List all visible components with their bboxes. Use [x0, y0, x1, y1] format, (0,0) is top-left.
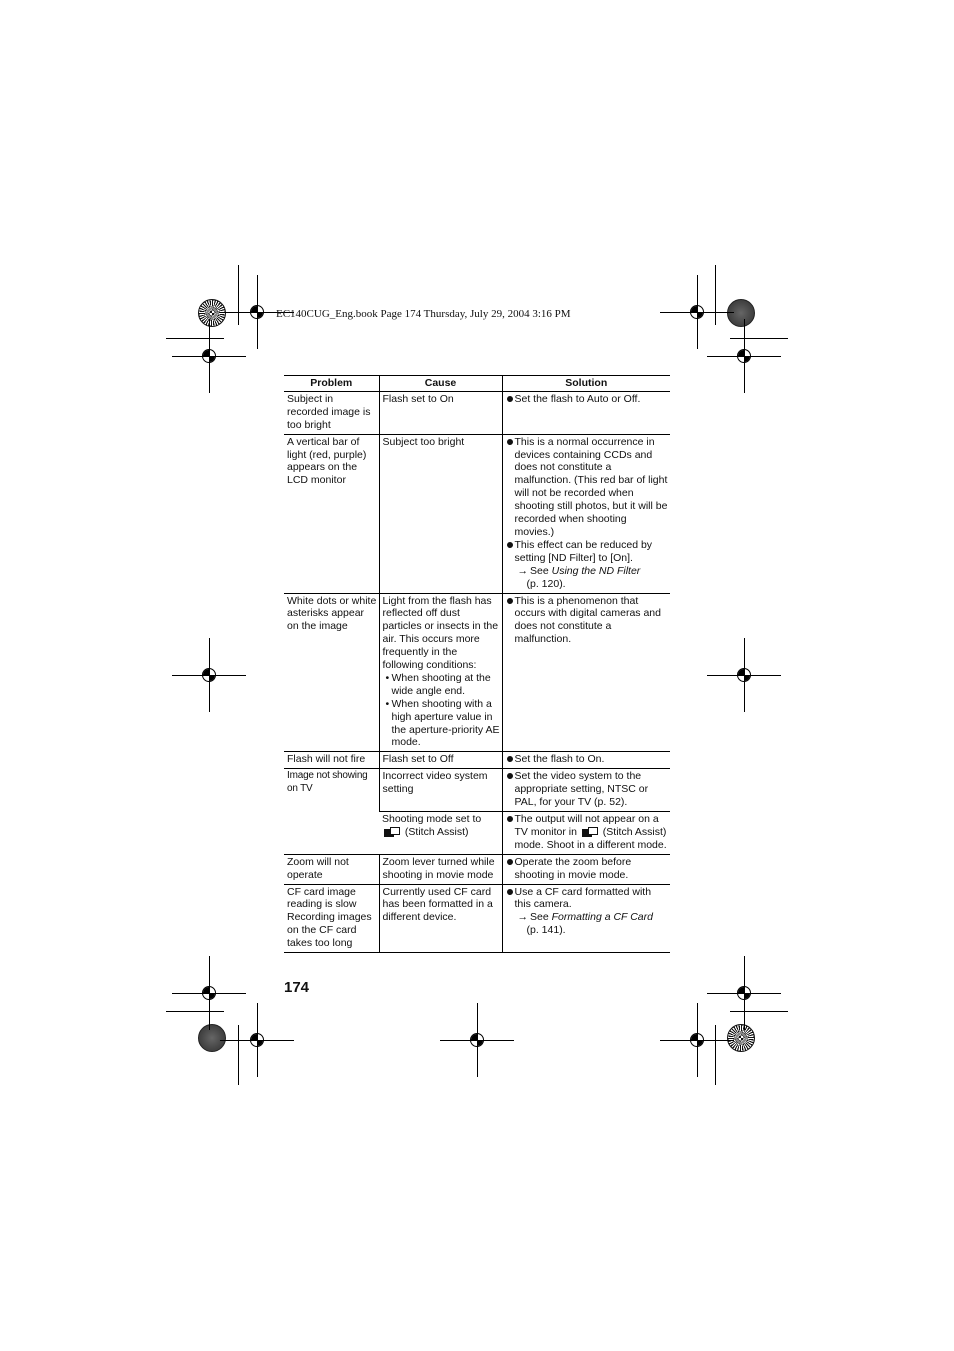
solution-item: This is a normal occurrence in devices containing CCDs and does not constitute a malfunction. (This red bar of light will not be recorded when shooting still photos, but it will be recorded when shooting movies.)	[506, 436, 669, 539]
solution-item	[506, 813, 669, 852]
see-reference-title: Formatting a CF Card	[551, 911, 653, 924]
problem-cell: Subject in recorded image is too bright	[284, 391, 379, 434]
table-row	[284, 884, 670, 953]
table-row	[284, 854, 670, 884]
problem-cell: White dots or white asterisks appear on the image	[284, 593, 379, 752]
cause-text-suffix: (Stitch Assist)	[404, 825, 469, 838]
crop-line	[715, 265, 716, 325]
bullet-mark: •	[385, 697, 390, 710]
cause-cell: Flash set to On	[379, 391, 502, 434]
solution-item: Set the video system to the appropriate setting, NTSC or PAL, for your TV (p. 52).	[506, 770, 669, 809]
crop-line	[238, 265, 239, 325]
page-number: 174	[284, 979, 310, 996]
arrow-right-icon: →	[517, 911, 528, 924]
solution-cell	[502, 769, 670, 812]
page-header: EC140CUG_Eng.book Page 174 Thursday, July 29, 2004 3:16 PM	[276, 308, 571, 320]
column-header-problem: Problem	[284, 376, 379, 392]
problem-cell: Flash will not fire	[284, 752, 379, 769]
registration-mark-icon	[688, 303, 706, 321]
cause-cell	[379, 812, 502, 855]
bullet-mark: •	[385, 671, 390, 684]
registration-dial-icon	[198, 1024, 226, 1052]
problem-cell: CF card image reading is slow Recording images on the CF card takes too long	[284, 884, 379, 953]
see-reference	[506, 911, 669, 924]
troubleshooting-table	[284, 375, 670, 953]
table-row	[284, 391, 670, 434]
see-reference-page: (p. 120).	[526, 577, 566, 590]
cause-bullet-text: When shooting at the wide angle end.	[391, 671, 491, 697]
stitch-assist-icon	[384, 827, 400, 836]
solution-cell	[502, 752, 670, 769]
registration-mark-icon	[248, 303, 266, 321]
solution-item: Use a CF card formatted with this camera.	[506, 886, 669, 912]
problem-cell: A vertical bar of light (red, purple) appears on the LCD monitor	[284, 434, 379, 593]
crop-line	[730, 338, 788, 339]
registration-mark-icon	[248, 1031, 266, 1049]
solution-cell	[502, 434, 670, 593]
solution-item: This is a phenomenon that occurs with digital cameras and does not constitute a malfunction.	[506, 595, 669, 647]
registration-mark-icon	[200, 984, 218, 1002]
column-header-cause: Cause	[379, 376, 502, 392]
cause-text-line	[382, 826, 500, 839]
crop-line	[715, 1025, 716, 1085]
table-row	[284, 752, 670, 769]
solution-text: The output will not appear on a TV monitor in	[514, 813, 659, 838]
table-row	[284, 434, 670, 593]
registration-dial-icon	[727, 299, 755, 327]
crop-line	[166, 338, 224, 339]
cause-text: Light from the flash has reflected off dust particles or insects in the air. This occurs more frequently in the following conditions:	[382, 594, 499, 672]
solution-item: Operate the zoom before shooting in movie mode.	[506, 856, 669, 882]
cause-cell: Subject too bright	[379, 434, 502, 593]
solution-item: Set the flash to Auto or Off.	[506, 393, 669, 406]
crop-line	[730, 1011, 788, 1012]
solution-cell	[502, 854, 670, 884]
registration-mark-icon	[688, 1031, 706, 1049]
see-label: See	[530, 911, 552, 924]
cause-bullet	[383, 698, 500, 750]
solution-cell	[502, 812, 670, 855]
registration-mark-icon	[735, 666, 753, 684]
see-reference-page: (p. 141).	[526, 924, 566, 937]
table-row	[284, 593, 670, 752]
see-reference	[506, 565, 669, 578]
problem-cell: Zoom will not operate	[284, 854, 379, 884]
solution-cell	[502, 884, 670, 953]
column-header-solution: Solution	[502, 376, 670, 392]
cause-text: Shooting mode set to	[382, 813, 482, 825]
cause-cell	[379, 593, 502, 752]
registration-mark-icon	[735, 984, 753, 1002]
cause-cell: Zoom lever turned while shooting in movie mode	[379, 854, 502, 884]
solution-item: Set the flash to On.	[506, 753, 669, 766]
see-label: See	[530, 564, 552, 577]
table-header-row	[284, 376, 670, 392]
registration-mark-icon	[735, 347, 753, 365]
cause-cell: Flash set to Off	[379, 752, 502, 769]
solution-cell	[502, 391, 670, 434]
arrow-right-icon: →	[517, 564, 528, 577]
crop-line	[166, 1011, 224, 1012]
see-reference-title: Using the ND Filter	[551, 564, 641, 577]
solution-item: This effect can be reduced by setting [ND Filter] to [On].	[506, 539, 669, 565]
stitch-assist-icon	[582, 827, 598, 836]
registration-mark-icon	[200, 666, 218, 684]
registration-mark-icon	[200, 347, 218, 365]
registration-dial-icon	[727, 1024, 755, 1052]
cause-cell: Incorrect video system setting	[379, 769, 502, 812]
table-row	[284, 769, 670, 812]
registration-dial-icon	[198, 299, 226, 327]
solution-cell	[502, 593, 670, 752]
cause-bullet-text: When shooting with a high aperture value in the aperture-priority AE mode.	[391, 697, 500, 749]
registration-mark-icon	[468, 1031, 486, 1049]
crop-line	[238, 1025, 239, 1085]
problem-cell: Image not showing on TV	[284, 769, 379, 854]
cause-cell: Currently used CF card has been formatted in a different device.	[379, 884, 502, 953]
solution-text-suffix: (Stitch Assist) mode. Shoot in a different mode.	[514, 825, 667, 851]
cause-bullet	[383, 672, 500, 698]
